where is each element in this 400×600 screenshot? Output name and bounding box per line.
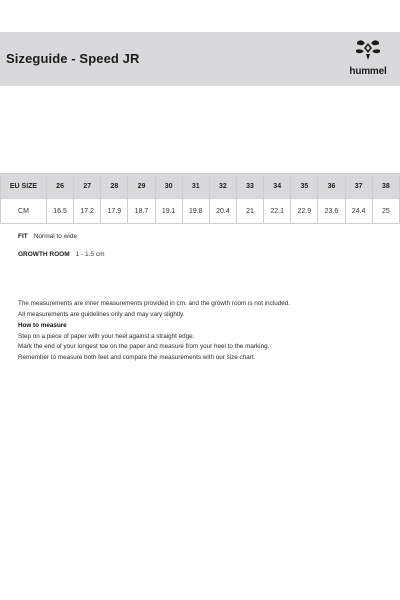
eu-size-cell: 38 bbox=[372, 174, 399, 199]
cm-value-cell: 25 bbox=[372, 199, 399, 224]
cm-value-cell: 20.4 bbox=[209, 199, 236, 224]
fit-row bbox=[18, 233, 77, 240]
eu-size-cell: 34 bbox=[264, 174, 291, 199]
cm-value-cell: 24.4 bbox=[345, 199, 372, 224]
growth-room-value: 1 - 1.5 cm bbox=[75, 251, 105, 258]
how-to-measure-heading: How to measure bbox=[18, 322, 67, 330]
measure-step-2: Mark the end of your longest toe on the paper and measure from your heel to the marking. bbox=[18, 343, 270, 351]
measure-step-1: Step on a piece of paper with your heel against a straight edge. bbox=[18, 332, 195, 340]
info-line-2: All measurements are guidelines only and may vary slightly. bbox=[18, 310, 185, 318]
brand-wordmark: hummel bbox=[349, 66, 387, 77]
cm-label: CM bbox=[1, 199, 47, 224]
fit-label: FIT bbox=[18, 233, 28, 240]
eu-size-cell: 37 bbox=[345, 174, 372, 199]
eu-size-cell: 36 bbox=[318, 174, 345, 199]
fit-value: Normal to wide bbox=[33, 233, 78, 240]
eu-size-cell: 28 bbox=[101, 174, 128, 199]
cm-value-cell: 22.9 bbox=[291, 199, 318, 224]
eu-size-cell: 29 bbox=[128, 174, 155, 199]
cm-value-cell: 17.9 bbox=[101, 199, 128, 224]
cm-value-cell: 21 bbox=[236, 199, 263, 224]
growth-room-label: GROWTH ROOM bbox=[18, 251, 70, 258]
eu-size-cell: 33 bbox=[236, 174, 263, 199]
cm-value-cell: 19.8 bbox=[182, 199, 209, 224]
cm-value-cell: 23.6 bbox=[318, 199, 345, 224]
cm-value-cell: 18.7 bbox=[128, 199, 155, 224]
eu-size-cell: 32 bbox=[209, 174, 236, 199]
header-bar bbox=[0, 32, 400, 86]
size-table bbox=[0, 173, 400, 224]
eu-size-cell: 26 bbox=[47, 174, 74, 199]
eu-size-cell: 31 bbox=[182, 174, 209, 199]
hummel-logo bbox=[346, 38, 390, 82]
growth-room-row bbox=[18, 251, 105, 258]
cm-value-cell: 17.2 bbox=[74, 199, 101, 224]
cm-value-cell: 19.1 bbox=[155, 199, 182, 224]
eu-size-label: EU SIZE bbox=[1, 174, 47, 199]
cm-row bbox=[1, 199, 400, 224]
eu-size-row bbox=[1, 174, 400, 199]
cm-value-cell: 16.5 bbox=[47, 199, 74, 224]
cm-value-cell: 22.1 bbox=[264, 199, 291, 224]
measure-step-3: Remember to measure both feet and compare the measurements with our size chart. bbox=[18, 353, 256, 361]
eu-size-cell: 35 bbox=[291, 174, 318, 199]
eu-size-cell: 27 bbox=[74, 174, 101, 199]
measurement-info bbox=[18, 299, 388, 364]
bee-icon bbox=[354, 38, 382, 64]
eu-size-cell: 30 bbox=[155, 174, 182, 199]
page-title: Sizeguide - Speed JR bbox=[6, 51, 140, 66]
info-line-1: The measurements are inner measurements provided in cm, and the growth room is not included. bbox=[18, 300, 290, 307]
